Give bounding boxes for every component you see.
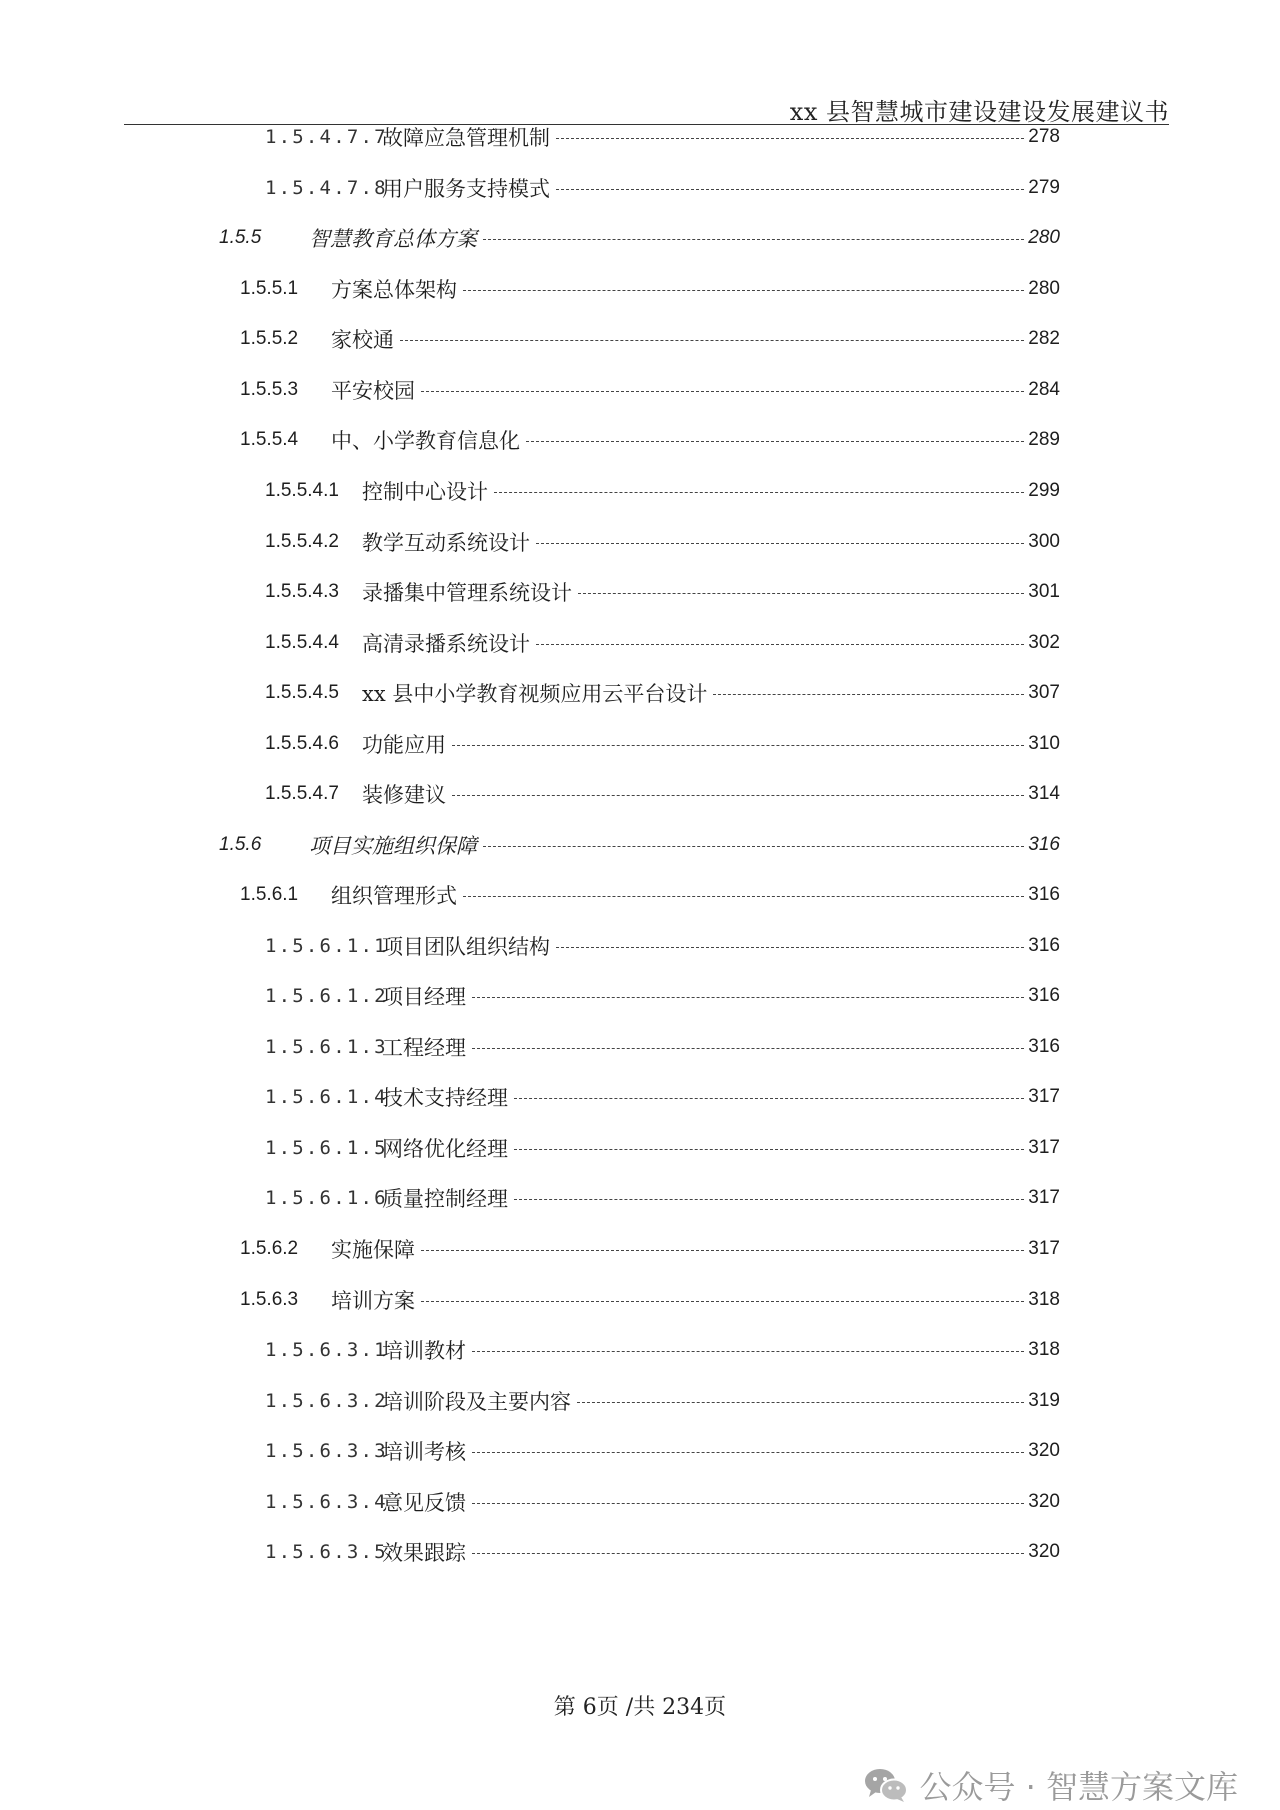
toc-entry-page: 316 (1028, 1036, 1060, 1057)
toc-entry-title: 用户服务支持模式 (382, 177, 550, 201)
toc-entry-number: 1.5.5.4.3 (265, 581, 339, 602)
toc-entry[interactable] (265, 779, 1060, 809)
document-header-title: xx 县智慧城市建设建设发展建议书 (789, 98, 1169, 126)
toc-entry-title: 网络优化经理 (382, 1137, 508, 1161)
toc-entry-page: 317 (1028, 1086, 1060, 1107)
toc-entry-number: 1.5.5.4.7 (265, 783, 339, 804)
toc-entry-page: 318 (1028, 1339, 1060, 1360)
toc-entry-page: 320 (1028, 1491, 1060, 1512)
toc-entry[interactable] (265, 729, 1060, 759)
toc-entry-title: 中、小学教育信息化 (331, 429, 520, 453)
toc-entry-number: 1.5.6.1.1 (265, 935, 388, 957)
toc-entry-title: 意见反馈 (382, 1491, 466, 1515)
toc-entry-page: 317 (1028, 1187, 1060, 1208)
toc-entry[interactable] (265, 476, 1060, 506)
toc-entry[interactable] (265, 1082, 1060, 1112)
toc-leader (556, 947, 1024, 948)
toc-entry-page: 319 (1028, 1390, 1060, 1411)
toc-leader (421, 1250, 1024, 1251)
toc-entry[interactable] (219, 830, 1060, 860)
toc-entry[interactable] (265, 527, 1060, 557)
toc-leader (400, 340, 1024, 341)
toc-entry-number: 1.5.6.3.4 (265, 1491, 388, 1513)
toc-entry-title: 效果跟踪 (382, 1541, 466, 1565)
toc-entry-page: 318 (1028, 1289, 1060, 1310)
toc-entry[interactable] (265, 122, 1060, 152)
toc-leader (472, 1452, 1024, 1453)
toc-entry-page: 317 (1028, 1238, 1060, 1259)
toc-entry[interactable] (265, 678, 1060, 708)
toc-entry-page: 316 (1028, 985, 1060, 1006)
toc-entry-number: 1.5.6.1.4 (265, 1086, 388, 1108)
watermark-text: 公众号 · 智慧方案文库 (919, 1768, 1238, 1806)
toc-entry-number: 1.5.5.4 (240, 429, 299, 450)
toc-entry-title: 教学互动系统设计 (362, 531, 530, 555)
toc-entry-title: 项目经理 (382, 985, 466, 1009)
toc-leader (472, 1553, 1024, 1554)
toc-entry-number: 1.5.4.7.8 (265, 177, 388, 199)
toc-entry-page: 320 (1028, 1541, 1060, 1562)
toc-leader (472, 1048, 1024, 1049)
toc-entry[interactable] (265, 931, 1060, 961)
toc-entry-number: 1.5.6.1.2 (265, 985, 388, 1007)
toc-leader (556, 189, 1024, 190)
toc-leader (494, 492, 1024, 493)
toc-entry-page: 316 (1028, 884, 1060, 905)
toc-entry-page: 302 (1028, 632, 1060, 653)
toc-leader (472, 997, 1024, 998)
toc-entry[interactable] (265, 173, 1060, 203)
toc-entry-title: 实施保障 (331, 1238, 415, 1262)
page-number: 第 6页 /共 234页 (553, 1695, 727, 1720)
toc-entry-title: 项目团队组织结构 (382, 935, 550, 959)
toc-entry[interactable] (219, 223, 1060, 253)
toc-entry[interactable] (265, 628, 1060, 658)
toc-leader (483, 846, 1024, 847)
toc-entry-number: 1.5.5.1 (240, 278, 299, 299)
toc-entry-title: 平安校园 (331, 379, 415, 403)
toc-leader (556, 138, 1024, 139)
toc-leader (472, 1351, 1024, 1352)
toc-entry-title: 项目实施组织保障 (309, 834, 477, 858)
toc-leader (514, 1149, 1024, 1150)
toc-leader (421, 1301, 1024, 1302)
toc-entry-title: 录播集中管理系统设计 (362, 581, 572, 605)
toc-entry-page: 284 (1028, 379, 1060, 400)
toc-entry-title: 高清录播系统设计 (362, 632, 530, 656)
toc-entry[interactable] (240, 1234, 1060, 1264)
toc-entry-page: 317 (1028, 1137, 1060, 1158)
toc-entry-page: 310 (1028, 733, 1060, 754)
toc-entry-page: 320 (1028, 1440, 1060, 1461)
toc-entry-number: 1.5.6.1.6 (265, 1187, 388, 1209)
toc-entry-page: 289 (1028, 429, 1060, 450)
toc-entry-page: 278 (1028, 126, 1060, 147)
toc-entry-title: 功能应用 (362, 733, 446, 757)
toc-leader (577, 1402, 1024, 1403)
toc-entry-number: 1.5.5.4.2 (265, 531, 339, 552)
toc-entry-title: 故障应急管理机制 (382, 126, 550, 150)
toc-entry-page: 279 (1028, 177, 1060, 198)
toc-entry-page: 280 (1028, 227, 1060, 248)
toc-leader (536, 644, 1024, 645)
toc-entry[interactable] (240, 425, 1060, 455)
watermark (863, 1762, 1238, 1808)
toc-entry-title: 方案总体架构 (331, 278, 457, 302)
toc-entry-page: 282 (1028, 328, 1060, 349)
toc-leader (421, 391, 1024, 392)
toc-entry-number: 1.5.6.3.3 (265, 1440, 388, 1462)
toc-entry-page: 316 (1028, 935, 1060, 956)
toc-entry[interactable] (240, 274, 1060, 304)
toc-entry[interactable] (240, 375, 1060, 405)
toc-entry-number: 1.5.6.2 (240, 1238, 299, 1259)
toc-leader (452, 795, 1024, 796)
toc-leader (463, 896, 1024, 897)
toc-entry-number: 1.5.5.4.1 (265, 480, 339, 501)
toc-entry-page: 300 (1028, 531, 1060, 552)
toc-entry-title: 质量控制经理 (382, 1187, 508, 1211)
toc-entry-page: 280 (1028, 278, 1060, 299)
toc-entry-title: 技术支持经理 (382, 1086, 508, 1110)
toc-entry-number: 1.5.6 (219, 834, 262, 855)
toc-entry-page: 301 (1028, 581, 1060, 602)
toc-entry-number: 1.5.4.7.7 (265, 126, 388, 148)
wechat-icon (863, 1766, 909, 1804)
toc-entry-number: 1.5.5.2 (240, 328, 299, 349)
toc-entry-title: 工程经理 (382, 1036, 466, 1060)
toc-entry-number: 1.5.5.4.5 (265, 682, 339, 703)
toc-entry[interactable] (240, 880, 1060, 910)
toc-entry[interactable] (240, 324, 1060, 354)
toc-entry-title: xx 县中小学教育视频应用云平台设计 (362, 682, 708, 706)
toc-entry[interactable] (265, 1436, 1060, 1466)
toc-entry-number: 1.5.5.4.4 (265, 632, 339, 653)
toc-entry-number: 1.5.6.1 (240, 884, 299, 905)
toc-leader (483, 239, 1024, 240)
toc-entry-page: 299 (1028, 480, 1060, 501)
toc-entry-title: 培训考核 (382, 1440, 466, 1464)
toc-entry-number: 1.5.6.1.3 (265, 1036, 388, 1058)
toc-entry-number: 1.5.6.3 (240, 1289, 299, 1310)
toc-entry-page: 314 (1028, 783, 1060, 804)
toc-entry[interactable] (265, 1032, 1060, 1062)
toc-entry-title: 培训方案 (331, 1289, 415, 1313)
toc-entry-number: 1.5.5.3 (240, 379, 299, 400)
toc-entry[interactable] (265, 1537, 1060, 1567)
toc-entry-number: 1.5.6.3.5 (265, 1541, 388, 1563)
toc-leader (472, 1503, 1024, 1504)
toc-entry-number: 1.5.6.3.1 (265, 1339, 388, 1361)
toc-entry-title: 培训阶段及主要内容 (382, 1390, 571, 1414)
toc-entry-title: 组织管理形式 (331, 884, 457, 908)
toc-entry-title: 装修建议 (362, 783, 446, 807)
toc-leader (536, 543, 1024, 544)
toc-leader (463, 290, 1024, 291)
toc-leader (514, 1199, 1024, 1200)
toc-leader (514, 1098, 1024, 1099)
toc-entry-number: 1.5.6.1.5 (265, 1137, 388, 1159)
toc-entry-title: 培训教材 (382, 1339, 466, 1363)
toc-entry-page: 316 (1028, 834, 1060, 855)
toc-leader (713, 694, 1024, 695)
toc-leader (578, 593, 1024, 594)
toc-entry[interactable] (265, 1133, 1060, 1163)
toc-leader (452, 745, 1024, 746)
toc-entry-number: 1.5.5.4.6 (265, 733, 339, 754)
toc-entry-number: 1.5.6.3.2 (265, 1390, 388, 1412)
toc-entry[interactable] (265, 1335, 1060, 1365)
toc-entry[interactable] (265, 577, 1060, 607)
toc-entry-title: 家校通 (331, 328, 394, 352)
toc-entry[interactable] (265, 981, 1060, 1011)
toc-entry[interactable] (265, 1386, 1060, 1416)
toc-entry-number: 1.5.5 (219, 227, 262, 248)
toc-entry[interactable] (240, 1285, 1060, 1315)
toc-entry-page: 307 (1028, 682, 1060, 703)
toc-entry-title: 控制中心设计 (362, 480, 488, 504)
toc-entry[interactable] (265, 1487, 1060, 1517)
toc-leader (526, 441, 1024, 442)
toc-entry[interactable] (265, 1183, 1060, 1213)
toc-entry-title: 智慧教育总体方案 (309, 227, 477, 251)
